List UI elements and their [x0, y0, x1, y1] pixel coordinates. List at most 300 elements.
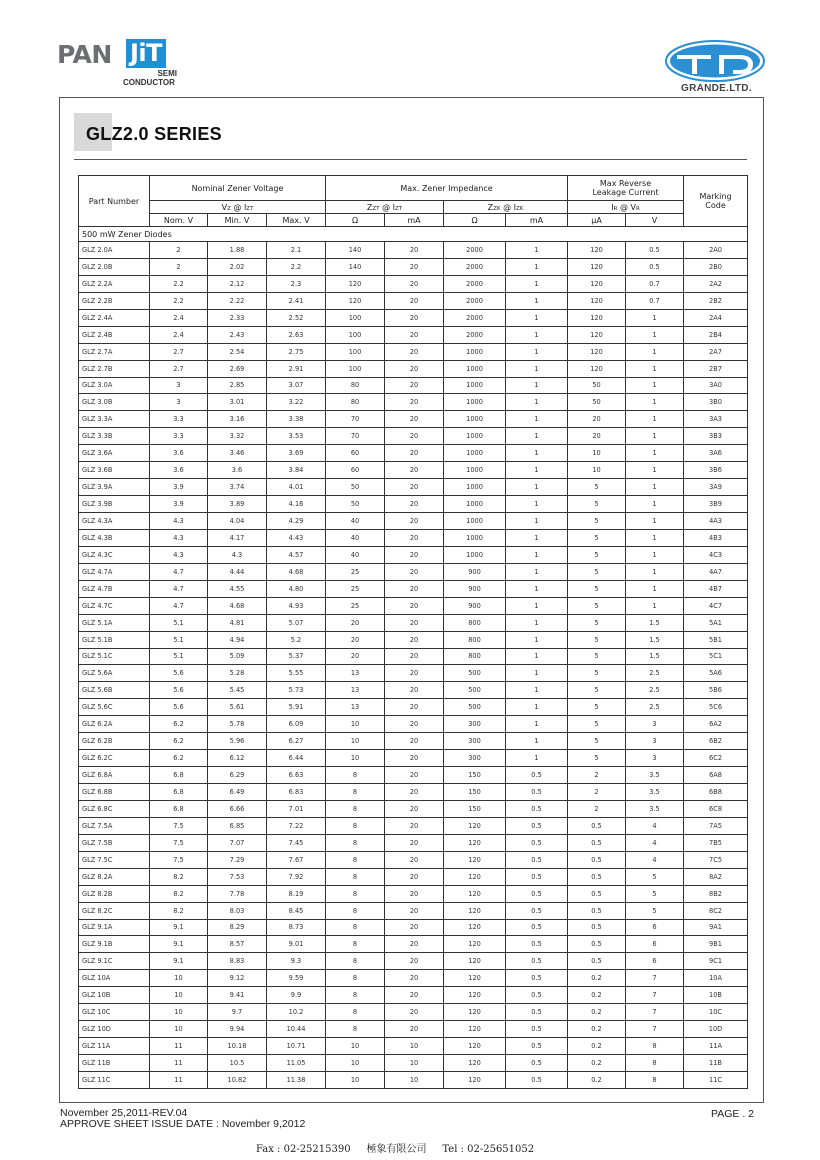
marking-code-cell: 5A6	[684, 665, 748, 682]
contact-line: Fax : 02-25215390 極象有限公司 Tel : 02-25651052	[256, 1144, 535, 1155]
marking-code-cell: 6A8	[684, 767, 748, 784]
value-cell: 5.61	[208, 699, 267, 716]
sym-izt-sub: ZT	[246, 205, 254, 212]
value-cell: 3	[626, 750, 684, 767]
marking-code-cell: 3A9	[684, 479, 748, 496]
value-cell: 80	[326, 394, 385, 411]
value-cell: 1	[626, 462, 684, 479]
value-cell: 5	[568, 597, 626, 614]
value-cell: 120	[444, 1004, 506, 1021]
value-cell: 1000	[444, 428, 506, 445]
value-cell: 2000	[444, 326, 506, 343]
value-cell: 20	[385, 699, 444, 716]
sym-zzt-sub: ZT	[372, 205, 380, 212]
value-cell: 2.7	[150, 343, 208, 360]
value-cell: 120	[444, 1055, 506, 1072]
table-row	[79, 699, 748, 716]
sym-izt2: I	[392, 202, 395, 212]
value-cell: 8	[626, 1038, 684, 1055]
value-cell: 20	[385, 750, 444, 767]
panjit-logo	[57, 38, 187, 88]
marking-code-cell: 6B8	[684, 784, 748, 801]
value-cell: 4.93	[267, 597, 326, 614]
part-number-cell: GLZ 6.8A	[79, 767, 150, 784]
value-cell: 10	[568, 445, 626, 462]
value-cell: 8	[326, 784, 385, 801]
marking-code-cell: 2A2	[684, 275, 748, 292]
value-cell: 11	[150, 1055, 208, 1072]
value-cell: 800	[444, 614, 506, 631]
value-cell: 8	[326, 902, 385, 919]
value-cell: 20	[385, 665, 444, 682]
value-cell: 3.69	[267, 445, 326, 462]
marking-code-cell: 9C1	[684, 953, 748, 970]
value-cell: 6.63	[267, 767, 326, 784]
value-cell: 3.6	[150, 445, 208, 462]
value-cell: 500	[444, 665, 506, 682]
value-cell: 4.81	[208, 614, 267, 631]
value-cell: 5.1	[150, 614, 208, 631]
value-cell: 7.53	[208, 868, 267, 885]
value-cell: 4.68	[208, 597, 267, 614]
value-cell: 2.7	[150, 360, 208, 377]
value-cell: 8	[626, 1055, 684, 1072]
unit-cell: mA	[506, 214, 568, 227]
value-cell: 1	[506, 648, 568, 665]
panjit-logo-jit: JiT	[126, 39, 166, 68]
part-number-cell: GLZ 2.0B	[79, 258, 150, 275]
part-number-cell: GLZ 3.3B	[79, 428, 150, 445]
value-cell: 5	[568, 733, 626, 750]
value-cell: 2.1	[267, 242, 326, 259]
value-cell: 1	[506, 360, 568, 377]
value-cell: 1	[626, 479, 684, 496]
value-cell: 40	[326, 513, 385, 530]
table-row	[79, 1021, 748, 1038]
header-max-reverse-leakage	[568, 176, 684, 201]
value-cell: 150	[444, 800, 506, 817]
value-cell: 9.1	[150, 936, 208, 953]
value-cell: 7.67	[267, 851, 326, 868]
marking-code-cell: 4B3	[684, 529, 748, 546]
unit-cell: Max. V	[267, 214, 326, 227]
value-cell: 120	[568, 258, 626, 275]
value-cell: 20	[326, 614, 385, 631]
table-row	[79, 529, 748, 546]
value-cell: 900	[444, 580, 506, 597]
value-cell: 6.2	[150, 733, 208, 750]
value-cell: 120	[444, 970, 506, 987]
value-cell: 120	[326, 292, 385, 309]
value-cell: 2000	[444, 258, 506, 275]
part-number-cell: GLZ 6.8B	[79, 784, 150, 801]
marking-code-cell: 5C6	[684, 699, 748, 716]
panjit-logo-pan: PAN	[57, 40, 112, 69]
part-number-cell: GLZ 7.5A	[79, 817, 150, 834]
table-row	[79, 953, 748, 970]
value-cell: 10	[326, 733, 385, 750]
value-cell: 4.55	[208, 580, 267, 597]
value-cell: 7	[626, 987, 684, 1004]
part-number-cell: GLZ 6.2A	[79, 716, 150, 733]
value-cell: 3.74	[208, 479, 267, 496]
value-cell: 3.01	[208, 394, 267, 411]
value-cell: 2.12	[208, 275, 267, 292]
value-cell: 1	[626, 580, 684, 597]
value-cell: 10.71	[267, 1038, 326, 1055]
value-cell: 6.83	[267, 784, 326, 801]
value-cell: 5	[626, 902, 684, 919]
part-number-cell: GLZ 10A	[79, 970, 150, 987]
value-cell: 20	[385, 513, 444, 530]
value-cell: 1000	[444, 546, 506, 563]
value-cell: 20	[385, 987, 444, 1004]
sym-vr: V	[630, 202, 636, 212]
value-cell: 1	[626, 377, 684, 394]
value-cell: 1	[506, 513, 568, 530]
value-cell: 1	[506, 597, 568, 614]
value-cell: 120	[444, 1038, 506, 1055]
value-cell: 1	[506, 665, 568, 682]
part-number-cell: GLZ 5.6B	[79, 682, 150, 699]
header-max-zener-impedance: Max. Zener Impedance	[326, 176, 568, 201]
value-cell: 13	[326, 699, 385, 716]
value-cell: 5	[568, 496, 626, 513]
header-zzt-at-izt	[326, 201, 444, 214]
value-cell: 1	[626, 529, 684, 546]
table-row	[79, 648, 748, 665]
marking-code-cell: 2B0	[684, 258, 748, 275]
value-cell: 2.5	[626, 682, 684, 699]
value-cell: 20	[385, 597, 444, 614]
value-cell: 120	[444, 1021, 506, 1038]
value-cell: 0.5	[506, 834, 568, 851]
marking-code-cell: 4B7	[684, 580, 748, 597]
part-number-cell: GLZ 6.8C	[79, 800, 150, 817]
value-cell: 7.01	[267, 800, 326, 817]
value-cell: 1.5	[626, 631, 684, 648]
table-row	[79, 614, 748, 631]
value-cell: 0.5	[506, 953, 568, 970]
value-cell: 10	[150, 1021, 208, 1038]
value-cell: 8.83	[208, 953, 267, 970]
part-number-cell: GLZ 2.2B	[79, 292, 150, 309]
value-cell: 4	[626, 834, 684, 851]
value-cell: 5.6	[150, 665, 208, 682]
part-number-cell: GLZ 4.7A	[79, 563, 150, 580]
value-cell: 2000	[444, 275, 506, 292]
value-cell: 8.73	[267, 919, 326, 936]
value-cell: 20	[385, 902, 444, 919]
value-cell: 5.55	[267, 665, 326, 682]
value-cell: 20	[385, 462, 444, 479]
marking-code-cell: 9B1	[684, 936, 748, 953]
marking-code-cell: 8B2	[684, 885, 748, 902]
value-cell: 5	[568, 563, 626, 580]
value-cell: 1	[626, 360, 684, 377]
value-cell: 8.2	[150, 902, 208, 919]
value-cell: 7.45	[267, 834, 326, 851]
value-cell: 0.5	[506, 784, 568, 801]
value-cell: 1	[506, 275, 568, 292]
value-cell: 0.2	[568, 1004, 626, 1021]
value-cell: 0.7	[626, 292, 684, 309]
value-cell: 5	[568, 665, 626, 682]
value-cell: 0.5	[506, 970, 568, 987]
table-row	[79, 851, 748, 868]
value-cell: 5.07	[267, 614, 326, 631]
marking-code-cell: 5C1	[684, 648, 748, 665]
value-cell: 4.44	[208, 563, 267, 580]
value-cell: 70	[326, 428, 385, 445]
value-cell: 8	[326, 987, 385, 1004]
marking-code-cell: 6C8	[684, 800, 748, 817]
panjit-logo-semi: SEMI	[157, 69, 177, 78]
value-cell: 1000	[444, 496, 506, 513]
value-cell: 3.9	[150, 496, 208, 513]
marking-code-cell: 2B2	[684, 292, 748, 309]
table-row	[79, 462, 748, 479]
part-number-cell: GLZ 3.0B	[79, 394, 150, 411]
value-cell: 1000	[444, 445, 506, 462]
value-cell: 0.5	[506, 1021, 568, 1038]
value-cell: 20	[385, 580, 444, 597]
value-cell: 10	[326, 1038, 385, 1055]
header-zzk-at-izk	[444, 201, 568, 214]
value-cell: 2.75	[267, 343, 326, 360]
value-cell: 4.57	[267, 546, 326, 563]
value-cell: 5.1	[150, 631, 208, 648]
value-cell: 7.07	[208, 834, 267, 851]
value-cell: 20	[385, 343, 444, 360]
value-cell: 8.45	[267, 902, 326, 919]
sym-izk: I	[513, 202, 516, 212]
value-cell: 0.5	[506, 1071, 568, 1088]
part-number-cell: GLZ 5.1B	[79, 631, 150, 648]
value-cell: 9.9	[267, 987, 326, 1004]
value-cell: 500	[444, 699, 506, 716]
value-cell: 8.29	[208, 919, 267, 936]
part-number-cell: GLZ 4.3C	[79, 546, 150, 563]
value-cell: 20	[385, 309, 444, 326]
value-cell: 5.6	[150, 682, 208, 699]
value-cell: 6.44	[267, 750, 326, 767]
part-number-cell: GLZ 8.2C	[79, 902, 150, 919]
marking-code-cell: 11C	[684, 1071, 748, 1088]
value-cell: 0.2	[568, 970, 626, 987]
part-number-cell: GLZ 2.7A	[79, 343, 150, 360]
value-cell: 3.9	[150, 479, 208, 496]
value-cell: 120	[444, 851, 506, 868]
value-cell: 20	[385, 800, 444, 817]
unit-cell: Ω	[326, 214, 385, 227]
value-cell: 20	[385, 360, 444, 377]
value-cell: 3	[150, 377, 208, 394]
value-cell: 1000	[444, 462, 506, 479]
value-cell: 0.2	[568, 1021, 626, 1038]
sym-at: @	[382, 202, 391, 212]
table-row	[79, 868, 748, 885]
value-cell: 25	[326, 580, 385, 597]
table-row	[79, 682, 748, 699]
value-cell: 2.2	[150, 292, 208, 309]
value-cell: 8	[326, 851, 385, 868]
value-cell: 11.38	[267, 1071, 326, 1088]
sym-at: @	[619, 202, 628, 212]
header-marking-line1: Marking	[699, 192, 732, 201]
value-cell: 20	[385, 428, 444, 445]
value-cell: 10.5	[208, 1055, 267, 1072]
value-cell: 8	[326, 1004, 385, 1021]
value-cell: 120	[444, 936, 506, 953]
value-cell: 3.3	[150, 428, 208, 445]
value-cell: 8	[326, 800, 385, 817]
table-units-row	[79, 214, 748, 227]
value-cell: 1	[506, 750, 568, 767]
value-cell: 10	[150, 1004, 208, 1021]
value-cell: 1000	[444, 377, 506, 394]
value-cell: 7	[626, 1021, 684, 1038]
value-cell: 120	[568, 309, 626, 326]
value-cell: 5.78	[208, 716, 267, 733]
table-row	[79, 733, 748, 750]
header-marking-line2: Code	[705, 201, 726, 210]
value-cell: 10	[150, 970, 208, 987]
title-divider	[74, 159, 747, 160]
value-cell: 5	[568, 699, 626, 716]
part-number-cell: GLZ 2.0A	[79, 242, 150, 259]
value-cell: 40	[326, 546, 385, 563]
value-cell: 3	[150, 394, 208, 411]
value-cell: 4.3	[150, 529, 208, 546]
value-cell: 2.43	[208, 326, 267, 343]
value-cell: 10	[385, 1071, 444, 1088]
value-cell: 5	[568, 682, 626, 699]
value-cell: 2.41	[267, 292, 326, 309]
value-cell: 20	[385, 411, 444, 428]
value-cell: 3.6	[208, 462, 267, 479]
value-cell: 2.91	[267, 360, 326, 377]
value-cell: 0.5	[506, 1055, 568, 1072]
table-row	[79, 513, 748, 530]
table-row	[79, 275, 748, 292]
value-cell: 3.5	[626, 800, 684, 817]
unit-cell: Ω	[444, 214, 506, 227]
value-cell: 9.3	[267, 953, 326, 970]
value-cell: 0.5	[506, 767, 568, 784]
table-row	[79, 767, 748, 784]
value-cell: 8	[326, 953, 385, 970]
value-cell: 13	[326, 682, 385, 699]
value-cell: 0.5	[568, 953, 626, 970]
marking-code-cell: 4A7	[684, 563, 748, 580]
marking-code-cell: 10B	[684, 987, 748, 1004]
value-cell: 2	[150, 258, 208, 275]
value-cell: 120	[444, 953, 506, 970]
table-row	[79, 987, 748, 1004]
panjit-logo-conductor: CONDUCTOR	[123, 78, 175, 87]
value-cell: 2.33	[208, 309, 267, 326]
marking-code-cell: 8C2	[684, 902, 748, 919]
marking-code-cell: 2A4	[684, 309, 748, 326]
value-cell: 120	[444, 987, 506, 1004]
value-cell: 3	[626, 733, 684, 750]
marking-code-cell: 2B7	[684, 360, 748, 377]
part-number-cell: GLZ 2.4B	[79, 326, 150, 343]
grande-logo	[663, 40, 768, 96]
value-cell: 3.53	[267, 428, 326, 445]
value-cell: 10	[385, 1055, 444, 1072]
value-cell: 4	[626, 817, 684, 834]
value-cell: 8	[326, 919, 385, 936]
sym-izt: I	[243, 202, 247, 212]
value-cell: 120	[568, 343, 626, 360]
value-cell: 60	[326, 445, 385, 462]
value-cell: 3.6	[150, 462, 208, 479]
value-cell: 3.32	[208, 428, 267, 445]
value-cell: 5	[568, 716, 626, 733]
value-cell: 300	[444, 733, 506, 750]
part-number-cell: GLZ 11B	[79, 1055, 150, 1072]
value-cell: 20	[385, 868, 444, 885]
value-cell: 4.29	[267, 513, 326, 530]
value-cell: 1000	[444, 343, 506, 360]
value-cell: 2.69	[208, 360, 267, 377]
marking-code-cell: 3B9	[684, 496, 748, 513]
value-cell: 2.52	[267, 309, 326, 326]
sym-at: @	[233, 202, 242, 212]
value-cell: 10.44	[267, 1021, 326, 1038]
value-cell: 1	[506, 479, 568, 496]
value-cell: 80	[326, 377, 385, 394]
value-cell: 3.22	[267, 394, 326, 411]
value-cell: 7	[626, 1004, 684, 1021]
value-cell: 3.5	[626, 784, 684, 801]
table-row	[79, 411, 748, 428]
value-cell: 1	[506, 699, 568, 716]
value-cell: 20	[385, 1004, 444, 1021]
value-cell: 2.5	[626, 699, 684, 716]
table-row	[79, 665, 748, 682]
value-cell: 6.09	[267, 716, 326, 733]
value-cell: 1	[626, 428, 684, 445]
value-cell: 1	[506, 242, 568, 259]
value-cell: 20	[385, 292, 444, 309]
value-cell: 2.54	[208, 343, 267, 360]
value-cell: 1	[626, 309, 684, 326]
unit-cell: mA	[385, 214, 444, 227]
value-cell: 3.3	[150, 411, 208, 428]
value-cell: 5	[568, 479, 626, 496]
value-cell: 3.89	[208, 496, 267, 513]
value-cell: 6.8	[150, 800, 208, 817]
marking-code-cell: 10A	[684, 970, 748, 987]
value-cell: 20	[385, 631, 444, 648]
value-cell: 120	[444, 868, 506, 885]
value-cell: 120	[444, 885, 506, 902]
value-cell: 4.04	[208, 513, 267, 530]
value-cell: 4.94	[208, 631, 267, 648]
approve-date: APPROVE SHEET ISSUE DATE : November 9,2012	[60, 1118, 306, 1130]
value-cell: 1	[626, 343, 684, 360]
value-cell: 9.59	[267, 970, 326, 987]
value-cell: 100	[326, 309, 385, 326]
part-number-cell: GLZ 10D	[79, 1021, 150, 1038]
value-cell: 120	[444, 902, 506, 919]
marking-code-cell: 10D	[684, 1021, 748, 1038]
table-row	[79, 834, 748, 851]
value-cell: 6.66	[208, 800, 267, 817]
